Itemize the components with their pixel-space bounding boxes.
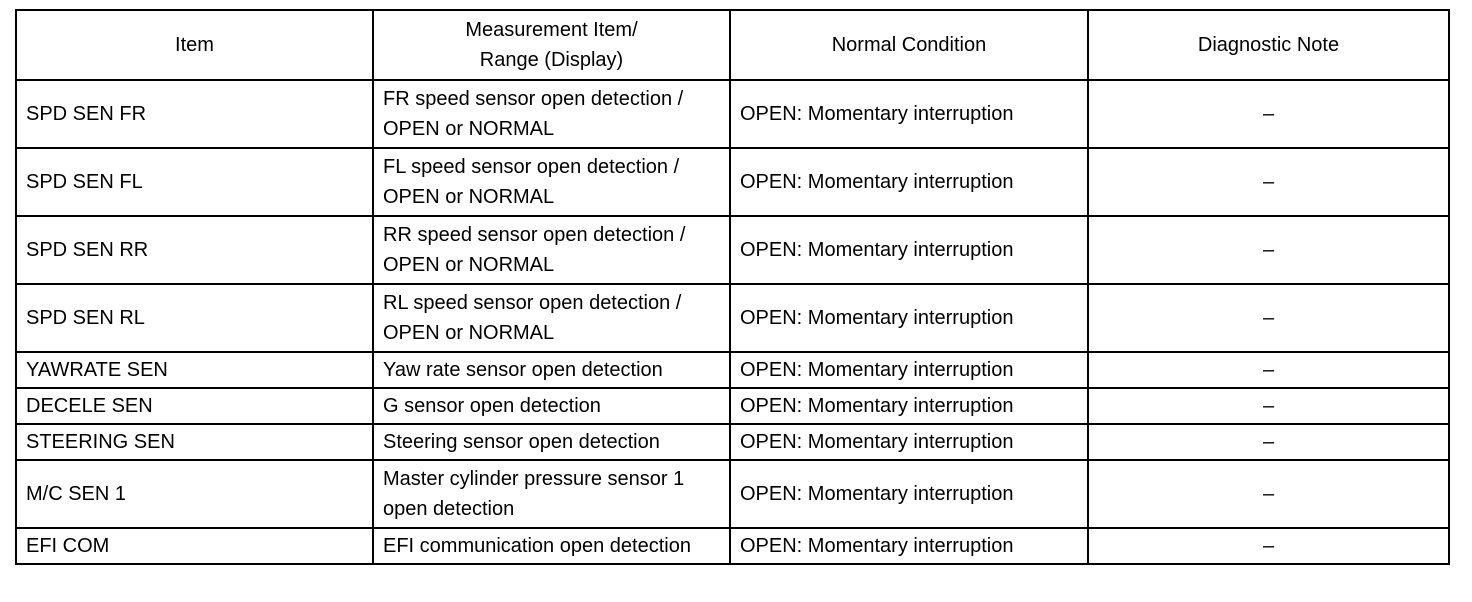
cell-measurement-line1: RR speed sensor open detection / [383,224,686,246]
header-diagnostic-note: Diagnostic Note [1088,10,1449,80]
cell-diagnostic-note: – [1088,216,1449,284]
cell-normal-condition: OPEN: Momentary interruption [730,80,1088,148]
cell-normal-condition: OPEN: Momentary interruption [730,424,1088,460]
table-row [16,424,1449,460]
table-row [16,216,1449,284]
cell-item: STEERING SEN [16,424,373,460]
table-row [16,148,1449,216]
cell-item: DECELE SEN [16,388,373,424]
cell-diagnostic-note: – [1088,352,1449,388]
table-row [16,352,1449,388]
cell-item: M/C SEN 1 [16,460,373,528]
cell-measurement [373,216,730,284]
cell-normal-condition: OPEN: Momentary interruption [730,528,1088,564]
cell-measurement [373,460,730,528]
table-row [16,80,1449,148]
cell-measurement-line1: RL speed sensor open detection / [383,292,682,314]
cell-measurement-line2: OPEN or NORMAL [383,254,555,276]
header-normal-condition: Normal Condition [730,10,1088,80]
cell-item: YAWRATE SEN [16,352,373,388]
cell-item: SPD SEN FR [16,80,373,148]
cell-diagnostic-note: – [1088,284,1449,352]
cell-measurement-line2: OPEN or NORMAL [383,118,555,140]
cell-diagnostic-note: – [1088,424,1449,460]
cell-normal-condition: OPEN: Momentary interruption [730,216,1088,284]
cell-normal-condition: OPEN: Momentary interruption [730,460,1088,528]
cell-measurement-line2: OPEN or NORMAL [383,186,555,208]
table-row [16,284,1449,352]
cell-measurement: EFI communication open detection [373,528,730,564]
cell-measurement: Steering sensor open detection [373,424,730,460]
header-item: Item [16,10,373,80]
cell-measurement-line1: Master cylinder pressure sensor 1 [383,468,685,490]
cell-item: SPD SEN RL [16,284,373,352]
header-row [16,10,1449,80]
header-measurement [373,10,730,80]
table-row [16,460,1449,528]
cell-measurement-line2: open detection [383,498,515,520]
cell-diagnostic-note: – [1088,388,1449,424]
cell-item: EFI COM [16,528,373,564]
header-measurement-line1: Measurement Item/ [465,19,638,41]
cell-item: SPD SEN FL [16,148,373,216]
cell-normal-condition: OPEN: Momentary interruption [730,352,1088,388]
cell-normal-condition: OPEN: Momentary interruption [730,148,1088,216]
cell-measurement-line1: FR speed sensor open detection / [383,88,684,110]
cell-normal-condition: OPEN: Momentary interruption [730,388,1088,424]
cell-diagnostic-note: – [1088,528,1449,564]
cell-diagnostic-note: – [1088,80,1449,148]
cell-measurement [373,284,730,352]
cell-item: SPD SEN RR [16,216,373,284]
cell-diagnostic-note: – [1088,148,1449,216]
table-row [16,388,1449,424]
header-measurement-line2: Range (Display) [479,49,624,71]
cell-measurement [373,80,730,148]
cell-measurement: Yaw rate sensor open detection [373,352,730,388]
data-list-table [15,9,1450,565]
cell-measurement-line2: OPEN or NORMAL [383,322,555,344]
cell-measurement [373,148,730,216]
cell-measurement: G sensor open detection [373,388,730,424]
cell-normal-condition: OPEN: Momentary interruption [730,284,1088,352]
table-row [16,528,1449,564]
cell-diagnostic-note: – [1088,460,1449,528]
cell-measurement-line1: FL speed sensor open detection / [383,156,680,178]
